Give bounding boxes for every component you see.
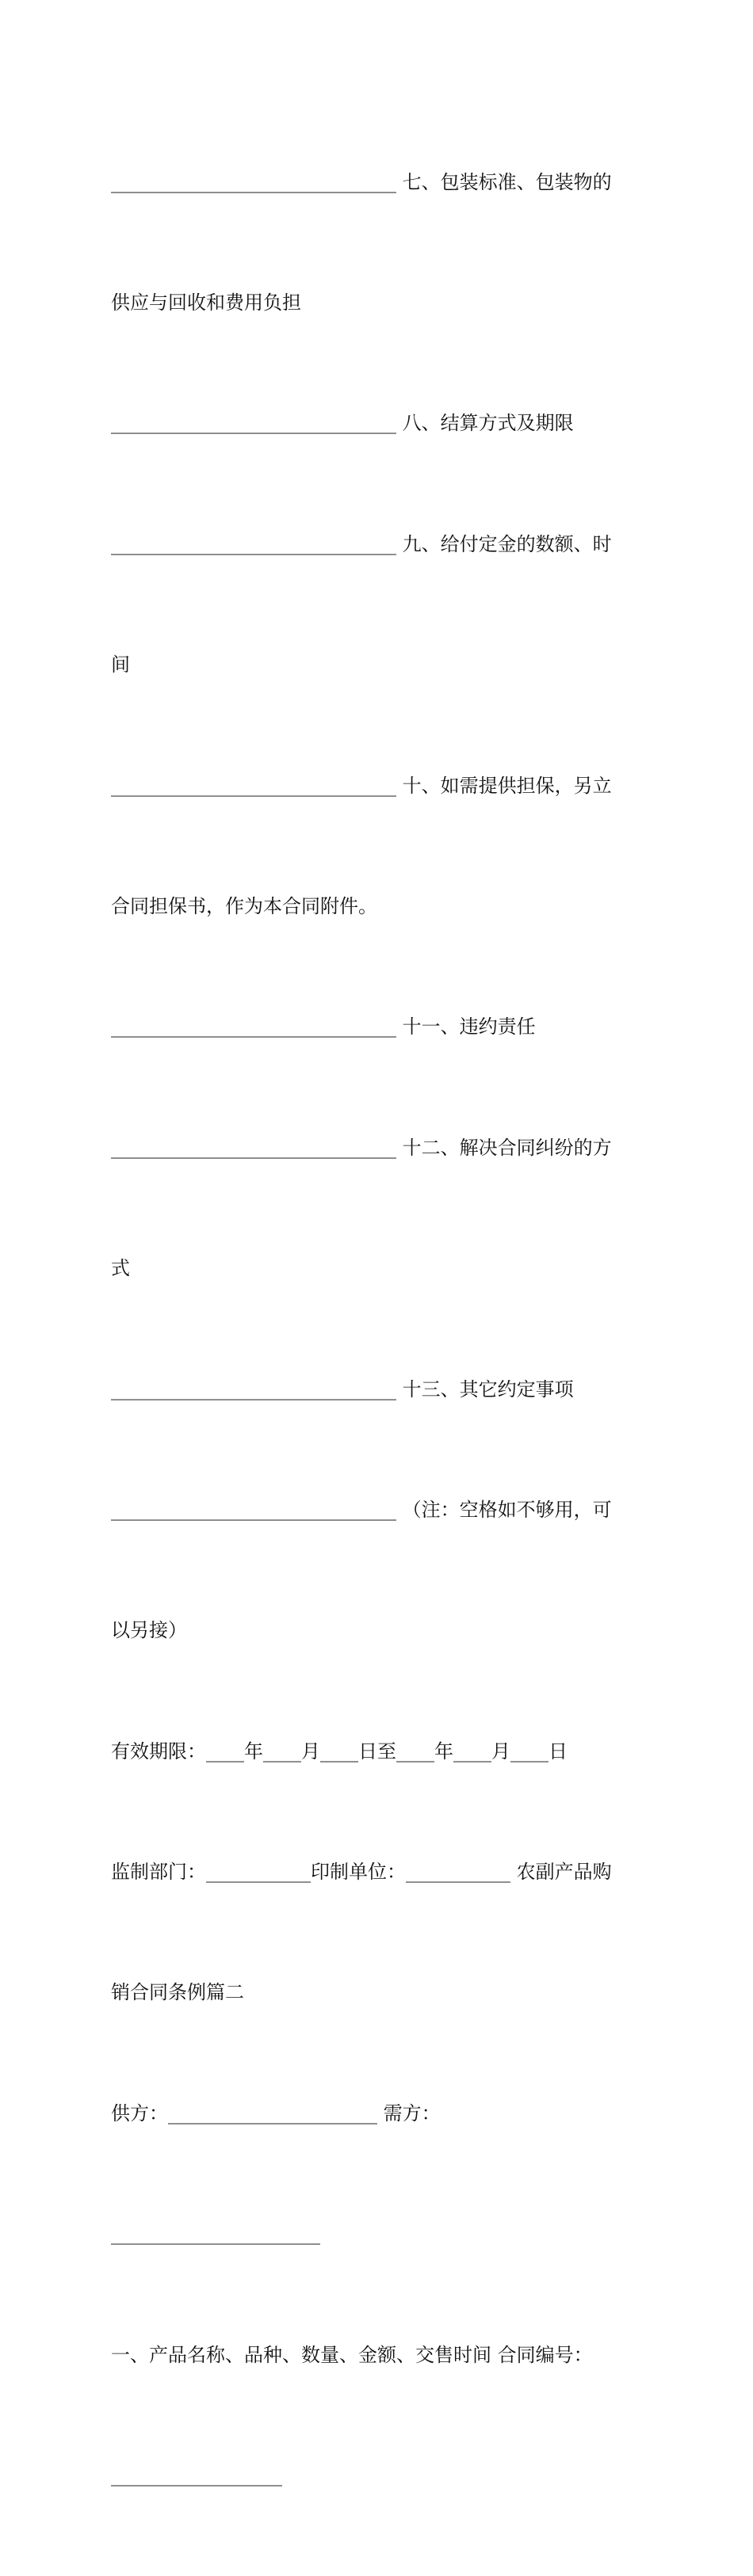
clause-12-line: ______________________________ 十二、解决合同纠纷的方 <box>111 1136 612 1159</box>
clause-9-line: ______________________________ 九、给付定金的数额、时 <box>111 532 612 555</box>
validity-period-line: 有效期限：____年____月____日至____年____月____日 <box>111 1740 568 1762</box>
note-line: ______________________________ （注：空格如不够用，可 <box>111 1498 612 1521</box>
clause-7-continuation: 供应与回收和费用负担 <box>111 291 301 314</box>
supervision-print-line: 监制部门：___________印制单位：___________ 农副产品购 <box>111 1861 612 1884</box>
clause-8-line: ______________________________ 八、结算方式及期限 <box>111 412 574 435</box>
section-title-line: 销合同条例篇二 <box>111 1981 244 2004</box>
note-continuation: 以另接） <box>111 1619 187 1642</box>
clause-12-continuation: 式 <box>111 1257 130 1280</box>
clause-9-continuation: 间 <box>111 654 130 676</box>
supplier-buyer-line: 供方：______________________ 需方： <box>111 2102 441 2124</box>
clause-10-line: ______________________________ 十、如需提供担保，另立 <box>111 774 612 797</box>
clause-13-line: ______________________________ 十三、其它约定事项 <box>111 1378 574 1400</box>
clause-7-line: ______________________________ 七、包装标准、包装物的 <box>111 170 612 193</box>
clause-10-continuation: 合同担保书，作为本合同附件。 <box>111 894 377 917</box>
buyer-blank-line: ______________________ <box>111 2223 320 2246</box>
contract-number-blank-line: __________________ <box>111 2464 282 2487</box>
clause-11-line: ______________________________ 十一、违约责任 <box>111 1016 536 1038</box>
product-details-line: 一、产品名称、品种、数量、金额、交售时间 合同编号： <box>111 2343 593 2366</box>
document-body <box>111 82 642 2576</box>
